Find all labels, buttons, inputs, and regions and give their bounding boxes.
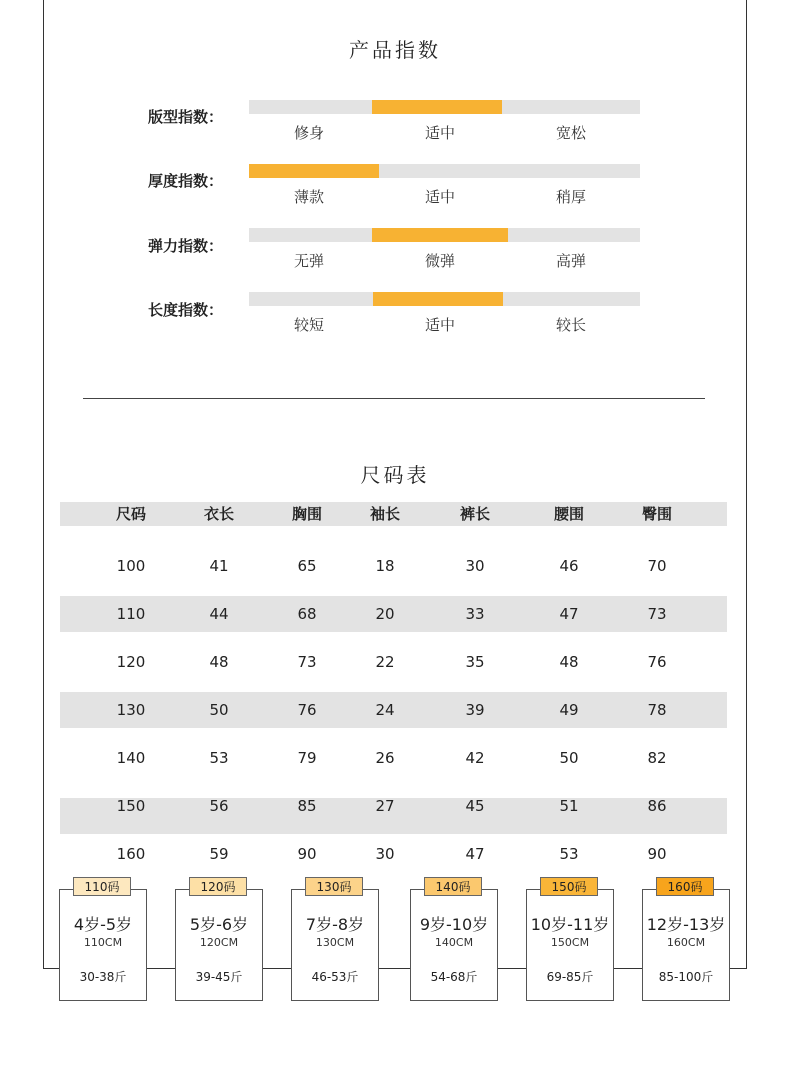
card-age: 9岁-10岁 <box>419 915 489 934</box>
size-tag: 150码 <box>540 877 598 896</box>
frame-bottom-line <box>146 968 176 969</box>
table-cell: 110 <box>116 605 146 623</box>
header-cell: 腰围 <box>553 505 584 523</box>
table-cell: 49 <box>559 701 579 719</box>
table-cell: 70 <box>647 557 667 575</box>
frame-bottom-line <box>378 968 411 969</box>
card-weight: 30-38斤 <box>79 970 127 984</box>
size-card <box>175 889 263 1001</box>
size-table-title: 尺码表 <box>360 463 430 487</box>
table-row <box>60 596 727 632</box>
table-row <box>60 740 727 776</box>
index-option: 较短 <box>293 316 324 334</box>
index-bar <box>249 100 640 114</box>
size-card <box>59 889 147 1001</box>
index-label: 弹力指数： <box>148 237 224 255</box>
header-cell: 裤长 <box>459 505 490 523</box>
table-cell: 47 <box>465 845 485 863</box>
card-height: 150CM <box>550 936 590 949</box>
index-bar-fill <box>372 228 508 242</box>
size-tag: 120码 <box>189 877 247 896</box>
index-option: 较长 <box>555 316 586 334</box>
table-cell: 120 <box>116 653 146 671</box>
table-row <box>60 548 727 584</box>
table-cell: 82 <box>647 749 667 767</box>
card-weight: 85-100斤 <box>658 970 714 984</box>
header-cell: 衣长 <box>203 505 234 523</box>
table-cell: 130 <box>116 701 146 719</box>
table-cell: 48 <box>559 653 579 671</box>
table-cell: 76 <box>647 653 667 671</box>
table-cell: 18 <box>375 557 395 575</box>
index-bar-fill <box>249 164 379 178</box>
index-bar-fill <box>373 292 503 306</box>
table-cell: 78 <box>647 701 667 719</box>
card-height: 130CM <box>315 936 355 949</box>
frame-bottom-line <box>613 968 643 969</box>
size-tag: 130码 <box>305 877 363 896</box>
card-height: 110CM <box>83 936 123 949</box>
table-cell: 39 <box>465 701 485 719</box>
index-bar <box>249 292 640 306</box>
table-cell: 33 <box>465 605 485 623</box>
frame-bottom-line <box>729 968 747 969</box>
table-cell: 160 <box>116 845 146 863</box>
index-option: 适中 <box>424 124 455 142</box>
size-card <box>410 889 498 1001</box>
table-cell: 20 <box>375 605 395 623</box>
index-label: 厚度指数： <box>148 172 224 190</box>
table-cell: 86 <box>647 797 667 815</box>
card-age: 7岁-8岁 <box>305 915 365 934</box>
table-cell: 76 <box>297 701 317 719</box>
card-age: 5岁-6岁 <box>189 915 249 934</box>
index-label: 版型指数： <box>148 108 224 126</box>
product-index-title: 产品指数 <box>349 38 441 62</box>
index-option: 适中 <box>424 316 455 334</box>
table-row <box>60 836 727 872</box>
index-bar <box>249 228 640 242</box>
table-cell: 44 <box>209 605 229 623</box>
table-cell: 22 <box>375 653 395 671</box>
index-option: 薄款 <box>293 188 324 206</box>
table-cell: 50 <box>559 749 579 767</box>
index-option: 稍厚 <box>555 188 586 206</box>
table-cell: 150 <box>116 797 146 815</box>
index-bar <box>249 164 640 178</box>
index-option: 适中 <box>424 188 455 206</box>
table-cell: 30 <box>375 845 395 863</box>
card-weight: 54-68斤 <box>430 970 478 984</box>
table-cell: 27 <box>375 797 395 815</box>
frame-bottom-line <box>262 968 292 969</box>
table-cell: 140 <box>116 749 146 767</box>
table-cell: 73 <box>297 653 317 671</box>
table-cell: 47 <box>559 605 579 623</box>
index-option: 修身 <box>293 124 324 142</box>
header-cell: 胸围 <box>291 505 322 523</box>
table-cell: 65 <box>297 557 317 575</box>
table-cell: 41 <box>209 557 229 575</box>
table-cell: 73 <box>647 605 667 623</box>
card-weight: 39-45斤 <box>195 970 243 984</box>
table-cell: 90 <box>297 845 317 863</box>
table-cell: 90 <box>647 845 667 863</box>
size-table-header <box>60 502 727 526</box>
table-cell: 53 <box>209 749 229 767</box>
size-tag: 110码 <box>73 877 131 896</box>
card-weight: 69-85斤 <box>546 970 594 984</box>
card-age: 12岁-13岁 <box>646 915 726 934</box>
table-cell: 50 <box>209 701 229 719</box>
size-card <box>291 889 379 1001</box>
table-row <box>60 692 727 728</box>
header-cell: 尺码 <box>115 505 146 523</box>
table-cell: 59 <box>209 845 229 863</box>
size-tag: 160码 <box>656 877 714 896</box>
card-age: 10岁-11岁 <box>530 915 610 934</box>
table-cell: 100 <box>116 557 146 575</box>
table-cell: 42 <box>465 749 485 767</box>
frame-bottom-line <box>43 968 60 969</box>
card-height: 120CM <box>199 936 239 949</box>
table-cell: 35 <box>465 653 485 671</box>
card-height: 160CM <box>666 936 706 949</box>
section-divider <box>83 398 705 399</box>
table-row <box>60 798 727 834</box>
index-option: 高弹 <box>555 252 586 270</box>
table-cell: 51 <box>559 797 579 815</box>
size-card <box>526 889 614 1001</box>
table-cell: 26 <box>375 749 395 767</box>
table-cell: 24 <box>375 701 395 719</box>
card-age: 4岁-5岁 <box>73 915 133 934</box>
size-card <box>642 889 730 1001</box>
table-cell: 46 <box>559 557 579 575</box>
table-cell: 85 <box>297 797 317 815</box>
index-option: 宽松 <box>555 124 586 142</box>
header-cell: 臀围 <box>641 505 672 523</box>
size-tag: 140码 <box>424 877 482 896</box>
table-cell: 45 <box>465 797 485 815</box>
header-cell: 袖长 <box>369 505 400 523</box>
table-cell: 48 <box>209 653 229 671</box>
table-row <box>60 644 727 680</box>
table-cell: 30 <box>465 557 485 575</box>
frame-bottom-line <box>497 968 527 969</box>
index-option: 微弹 <box>424 252 455 270</box>
index-bar-fill <box>372 100 502 114</box>
table-cell: 79 <box>297 749 317 767</box>
table-cell: 56 <box>209 797 229 815</box>
card-weight: 46-53斤 <box>311 970 359 984</box>
table-cell: 68 <box>297 605 317 623</box>
table-cell: 53 <box>559 845 579 863</box>
card-height: 140CM <box>434 936 474 949</box>
index-option: 无弹 <box>293 252 324 270</box>
index-label: 长度指数： <box>148 301 224 319</box>
